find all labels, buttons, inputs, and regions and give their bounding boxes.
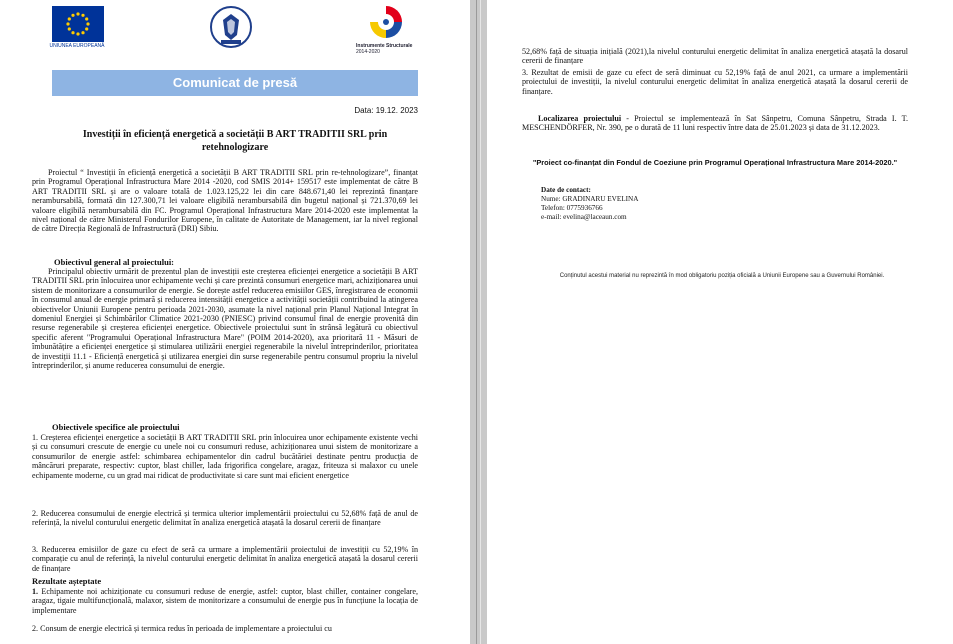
document-page-right bbox=[487, 0, 953, 644]
project-location bbox=[522, 114, 908, 133]
contact-email[interactable]: e-mail: evelina@laceaun.com bbox=[541, 213, 627, 221]
contact-phone: Telefon: 0775936766 bbox=[541, 204, 603, 212]
result-1-text: Echipamente noi achiziționate cu consumuri reduse de energie, astfel: cuptor, blast chiller, container congelare, aragaz, tigaie multifuncțională, malaxor, sistem de monitorizare a consumului de energie pus în funcțiune la locația de implementare bbox=[32, 587, 418, 615]
eu-stars-icon bbox=[52, 6, 104, 42]
expected-result-2-continued: 52,68% față de situația inițială (2021),la nivelul conturului energetic delimitat în analiza energetică atașată la dosarul cererii de finanțare bbox=[522, 47, 908, 66]
specific-objective-1: 1. Creșterea eficienței energetice a societății B ART TRADITII SRL prin înlocuirea unor echipamente existente vechi și cu consumuri crescute de energie cu unele noi cu consumuri reduse, achiziționarea unui sistem de monitorizare a consumurilor de energie astfel: schimbarea echipamentelor din cadrul bucătăriei destinate pentru producția de mâncăruri preparate, respectiv: cuptor, blast chiller, lada frigorifica congelare, aragaz, friteuza si malaxor cu unele echipamente moderne, cu un grad mai ridicat de productivitate si care sunt mai eficient energetice bbox=[32, 433, 418, 480]
location-heading: Localizarea proiectului bbox=[538, 114, 622, 123]
expected-result-3: 3. Rezultat de emisii de gaze cu efect de seră diminuat cu 52,19% față de anul 2021, ca urmare a implementării proiectului de investiții, la nivelul conturului energetic delimitat în analiza energetică atașată la dosarul cererii de finanțare. bbox=[522, 68, 908, 96]
structural-instruments-label bbox=[356, 43, 436, 55]
document-title: Investiții în eficiență energetică a societății B ART TRADITII SRL prin retehnologizare bbox=[82, 129, 388, 153]
specific-objectives-heading: Obiectivele specifice ale proiectului bbox=[52, 422, 180, 432]
general-objective-text: Principalul obiectiv urmărit de prezentul plan de investiții este creșterea eficienței energetice a societății B ART TRADITII SRL prin înlocuirea unor echipamente vechi și care prezintă consumuri energetice mari, achiziționarea unui sistem de monitorizare a consumurilor de energie. Se dorește astfel reducerea emisiilor GES, înregistrarea de economii în consumul anual de energie primară și reducerea intensității energetice a activității societății contribuind la atingerea obiectivelor Uniunii Europene pentru perioada 2021-2030, asumate la nivel național prin Planul Național Integrat în domeniul Energiei și Schimbărilor Climatice 2021-2030 (PNIESC) privind consumul final de energie provenită din resurse regenerabile și creșterea eficienței energetice. Obiectivele proiectului sunt în strânsă legătură cu obiectivul specific aferent "Programului Operațional Infrastructura Mare" (POIM 2014-2020), axa prioritară 11 - Măsuri de îmbunătățire a eficienței energetice și stimularea utilizării energiei regenerabile la nivelul întreprinderilor, prioritatea de investiții 11.1 - Eficiență energetică și utilizarea energiei din surse regenerabile pentru consumul propriu la nivelul întreprinderilor, și anume reducerea consumului de energie. bbox=[32, 267, 418, 371]
is-label-line2: 2014-2020 bbox=[356, 49, 380, 55]
expected-result-1 bbox=[32, 587, 418, 615]
government-seal-logo bbox=[209, 5, 253, 49]
contact-name: Nume: GRADINARU EVELINA bbox=[541, 195, 639, 203]
contact-block bbox=[541, 186, 638, 222]
eu-disclaimer: Conținutul acestui material nu reprezintă în mod obligatoriu poziția oficială a Uniunii Europene sau a Guvernului României. bbox=[559, 273, 885, 279]
eu-logo-label: UNIUNEA EUROPEANĂ bbox=[49, 43, 105, 49]
general-objective-heading: Obiectivul general al proiectului: bbox=[54, 257, 175, 267]
specific-objective-3: 3. Reducerea emisiilor de gaze cu efect de seră ca urmare a implementării proiectului de investiții cu 52,19% în comparație cu anul de referință, la nivelul conturului energetic delimitat în analiza energetică atașată la dosarul cererii de finanțare bbox=[32, 545, 418, 573]
cofinancing-statement: "Proiect co-finanțat din Fondul de Coeziune prin Programul Operațional Infrastructura Mare 2014-2020." bbox=[532, 158, 898, 167]
expected-result-2-partial: 2. Consum de energie electrică și termica redus în perioada de implementare a proiectului cu bbox=[32, 624, 332, 633]
is-label-line1: Instrumente Structurale bbox=[356, 43, 413, 49]
eu-flag-logo bbox=[52, 6, 104, 42]
expected-results-heading: Rezultate așteptate bbox=[32, 576, 102, 586]
press-release-banner: Comunicat de presă bbox=[52, 70, 418, 96]
intro-paragraph: Proiectul “ Investiții în eficiență energetică a societății B ART TRADITII SRL prin re-tehnologizare”, finanțat prin Programul Operațional Infrastructura Mare 2014 -2020, cod SMIS 2014+ 159517 este implementat de către B ART TRADITII SRL și are o valoare totală de 1.023.125,22 lei din care 848.671,40 lei reprezintă finanțare nerambursabilă, formată din 127.300,71 lei valoare eligibilă nerambursabilă din bugetul național și 721.370,69 lei valoare eligibilă nerambursabilă din FC. Programul Operațional Infrastructura Mare 2014-2020 este implementat la nivel național de către Ministerul Fondurilor Europene, în calitate de Autoritate de Management, iar la nivel regional de către Direcția Regională de Infrastructură (DRI) Sibiu. bbox=[32, 168, 418, 234]
document-page-left bbox=[0, 0, 470, 644]
specific-objective-2: 2. Reducerea consumului de energie electrică și termica ulterior implementării proiectului cu 52,68% față de anul de referință, la nivelul conturului energetic delimitat în analiza energetică atașată la dosarul cererii de finanțare bbox=[32, 509, 418, 528]
structural-instruments-logo bbox=[368, 4, 404, 40]
location-text: - Proiectul se implementează în Sat Sânpetru, Comuna Sânpetru, Strada I. T. MESCHENDÖRFER, Nr. 390, pe o durată de 11 luni respectiv între data de 25.01.2023 și data de 31.12.2023. bbox=[522, 114, 908, 133]
contact-heading: Date de contact: bbox=[541, 186, 591, 194]
release-date: Data: 19.12. 2023 bbox=[354, 106, 418, 115]
result-1-number: 1. bbox=[32, 587, 39, 596]
page-divider bbox=[470, 0, 487, 644]
